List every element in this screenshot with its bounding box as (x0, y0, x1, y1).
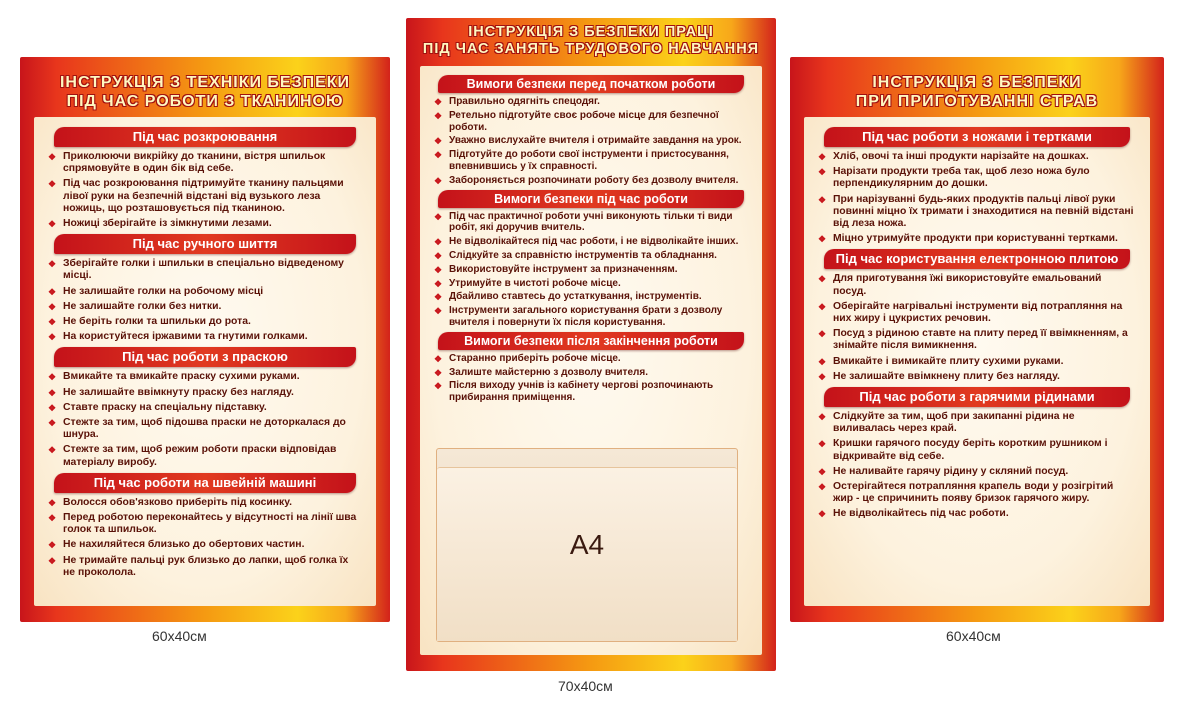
instruction-text: Старанно приберіть робоче місце. (449, 352, 621, 364)
bullet-diamond-icon: ❖ (434, 278, 443, 289)
instruction-text: Зберігайте голки і шпильки в спеціально відведеному місці. (63, 258, 344, 282)
instruction-item (432, 110, 748, 134)
section-heading: Вимоги безпеки після закінчення роботи (438, 332, 744, 350)
instruction-text: Волосся обов'язково приберіть під косинку. (63, 496, 292, 508)
instruction-item (432, 367, 748, 379)
board-content (34, 117, 376, 606)
instruction-item (46, 539, 362, 551)
bullet-diamond-icon: ❖ (434, 110, 443, 121)
board-title (790, 73, 1164, 111)
a4-label: А4 (569, 529, 605, 560)
bullet-diamond-icon: ❖ (818, 439, 827, 450)
board-panel (34, 117, 376, 606)
section-heading: Під час роботи з ножами і тертками (824, 127, 1130, 147)
bullet-diamond-icon: ❖ (48, 540, 57, 551)
bullet-diamond-icon: ❖ (818, 274, 827, 285)
bullet-diamond-icon: ❖ (818, 371, 827, 382)
instruction-item (46, 444, 362, 468)
section-heading: Під час користування електронною плитою (824, 249, 1130, 269)
bullet-diamond-icon: ❖ (48, 418, 57, 429)
instruction-text: Правильно одягніть спецодяг. (449, 96, 600, 107)
instruction-text: При нарізуванні будь-яких продуктів пальці лівої руки повинні міцно їх тримати і знаходитися на певній відстані від леза ножа. (833, 193, 1134, 230)
instruction-list (432, 353, 756, 404)
board-title-line: ПІД ЧАС ЗАНЯТЬ ТРУДОВОГО НАВЧАННЯ (422, 41, 760, 57)
instruction-text: Утримуйте в чистоті робоче місце. (449, 277, 621, 289)
size-label: 60x40см (152, 628, 207, 644)
instruction-text: Нарізати продукти треба так, щоб лезо ножа було перпендикулярним до дошки. (833, 166, 1090, 190)
instruction-text: Приколюючи викрійку до тканини, вістря шпильок спрямовуйте в один бік від себе. (63, 151, 326, 175)
instruction-list (46, 371, 370, 468)
board-title-line: ІНСТРУКЦІЯ З БЕЗПЕКИ (872, 74, 1082, 91)
bullet-diamond-icon: ❖ (434, 237, 443, 248)
size-label: 70x40см (558, 678, 613, 694)
bullet-diamond-icon: ❖ (48, 445, 57, 456)
instruction-item (816, 481, 1136, 505)
bullet-diamond-icon: ❖ (818, 466, 827, 477)
bullet-diamond-icon: ❖ (48, 219, 57, 230)
instruction-item (816, 151, 1136, 163)
instruction-text: Стежте за тим, щоб підошва праски не доторкалася до шнура. (63, 417, 346, 441)
bullet-diamond-icon: ❖ (48, 555, 57, 566)
instruction-text: Хліб, овочі та інші продукти нарізайте на дошках. (833, 151, 1089, 162)
instruction-text: Під час практичної роботи учні виконують тільки ті види робіт, які доручив вчитель. (449, 210, 733, 234)
instruction-item (432, 305, 748, 329)
instruction-text: Ретельно підготуйте своє робоче місце для безпечної роботи. (449, 109, 719, 133)
instruction-item (46, 555, 362, 579)
instruction-text: Не залишайте голки без нитки. (63, 300, 222, 312)
bullet-diamond-icon: ❖ (48, 317, 57, 328)
instruction-item (816, 371, 1136, 383)
instruction-item (432, 278, 748, 290)
instruction-text: Вмикайте та вмикайте праску сухими руками. (63, 371, 300, 383)
instruction-item (816, 356, 1136, 368)
instruction-list (46, 497, 370, 579)
instruction-item (816, 411, 1136, 435)
instruction-list (432, 211, 756, 329)
instruction-text: Після виходу учнів із кабінету чергові розпочинають прибирання приміщення. (449, 380, 714, 404)
bullet-diamond-icon: ❖ (434, 97, 443, 107)
instruction-text: Під час розкроювання підтримуйте тканину пальцями лівої руки на безпечній відстані від вузького леза ножиць, що розташовується під тканиною. (63, 178, 344, 214)
section-heading: Під час роботи з гарячими рідинами (824, 387, 1130, 407)
instruction-text: Використовуйте інструмент за призначенням. (449, 263, 678, 275)
instruction-item (816, 328, 1136, 352)
instruction-text: Не залишайте ввімкнену плиту без нагляду. (833, 370, 1060, 382)
instruction-item (816, 233, 1136, 245)
instruction-list (816, 151, 1144, 245)
instruction-text: Ставте праску на спеціальну підставку. (63, 401, 267, 413)
board-title-line: ПРИ ПРИГОТУВАННІ СТРАВ (855, 93, 1099, 110)
bullet-diamond-icon: ❖ (48, 332, 57, 343)
board-content (804, 117, 1150, 606)
bullet-diamond-icon: ❖ (48, 301, 57, 312)
instruction-text: Дбайливо ставтесь до устаткування, інструментів. (449, 291, 702, 303)
section-heading: Вимоги безпеки перед початком роботи (438, 75, 744, 93)
bullet-diamond-icon: ❖ (48, 402, 57, 413)
bullet-diamond-icon: ❖ (818, 482, 827, 493)
bullet-diamond-icon: ❖ (818, 329, 827, 340)
bullet-diamond-icon: ❖ (818, 234, 827, 245)
section-heading: Під час роботи з праскою (54, 347, 356, 367)
instruction-item (46, 512, 362, 536)
section-heading: Під час розкроювання (54, 127, 356, 147)
bullet-diamond-icon: ❖ (48, 513, 57, 524)
instruction-text: Підготуйте до роботи свої інструменти і пристосування, впевнившись у їх справності. (449, 149, 729, 172)
instruction-item (46, 316, 362, 328)
instruction-item (432, 291, 748, 303)
instruction-text: Посуд з рідиною ставте на плиту перед її ввімкненням, а знімайте після вимикнення. (833, 328, 1128, 352)
instruction-text: Не залишайте голки на робочому місці (63, 285, 264, 297)
bullet-diamond-icon: ❖ (434, 175, 443, 186)
board-title (20, 73, 390, 111)
bullet-diamond-icon: ❖ (818, 356, 827, 367)
instruction-item (46, 387, 362, 399)
instruction-item (432, 264, 748, 276)
bullet-diamond-icon: ❖ (818, 301, 827, 312)
instruction-list (816, 411, 1144, 521)
safety-board-fabric (20, 57, 390, 622)
bullet-diamond-icon: ❖ (434, 264, 443, 275)
board-title-line: ПІД ЧАС РОБОТИ З ТКАНИНОЮ (66, 93, 344, 110)
instruction-text: Інструменти загального користування брати з дозволу вчителя і повернути їх після користування. (449, 305, 723, 328)
instruction-item (46, 258, 362, 282)
bullet-diamond-icon: ❖ (434, 381, 443, 392)
instruction-item (816, 273, 1136, 297)
instruction-item (432, 96, 748, 108)
instruction-text: Не нахиляйтеся близько до обертових частин. (63, 539, 305, 551)
instruction-item (432, 236, 748, 248)
bullet-diamond-icon: ❖ (818, 194, 827, 205)
instruction-item (46, 331, 362, 343)
bullet-diamond-icon: ❖ (434, 136, 443, 147)
instruction-item (46, 371, 362, 383)
instruction-text: Не залишайте ввімкнуту праску без нагляду. (63, 386, 294, 398)
instruction-text: Забороняється розпочинати роботу без дозволу вчителя. (449, 174, 739, 186)
instruction-item (816, 166, 1136, 190)
bullet-diamond-icon: ❖ (818, 412, 827, 423)
instruction-text: На користуйтеся іржавими та гнутими голками. (63, 331, 308, 343)
instruction-item (432, 149, 748, 173)
board-title-line: ІНСТРУКЦІЯ З ТЕХНІКИ БЕЗПЕКИ (59, 74, 351, 91)
bullet-diamond-icon: ❖ (48, 372, 57, 383)
section-heading: Під час ручного шиття (54, 234, 356, 254)
bullet-diamond-icon: ❖ (818, 152, 827, 162)
bullet-diamond-icon: ❖ (48, 179, 57, 190)
instruction-text: Стежте за тим, щоб режим роботи праски відповідав матеріалу виробу. (63, 444, 337, 468)
instruction-list (46, 258, 370, 343)
safety-board-labor (406, 18, 776, 671)
size-label: 60x40см (946, 628, 1001, 644)
instruction-list (816, 273, 1144, 383)
instruction-item (46, 497, 362, 509)
instruction-item (816, 438, 1136, 462)
instruction-text: Вмикайте і вимикайте плиту сухими руками. (833, 355, 1064, 367)
bullet-diamond-icon: ❖ (818, 167, 827, 178)
board-title-line: ІНСТРУКЦІЯ З БЕЗПЕКИ ПРАЦІ (468, 24, 714, 40)
instruction-item (816, 194, 1136, 231)
instruction-text: Не відволікайтеся під час роботи, і не відволікайте інших. (449, 236, 739, 248)
instruction-item (46, 151, 362, 175)
instruction-text: Не беріть голки та шпильки до рота. (63, 316, 251, 328)
board-title (406, 24, 776, 58)
bullet-diamond-icon: ❖ (48, 259, 57, 270)
bullet-diamond-icon: ❖ (434, 306, 443, 317)
instruction-item (46, 178, 362, 215)
bullet-diamond-icon: ❖ (48, 152, 57, 162)
instruction-item (432, 135, 748, 147)
instruction-text: Кришки гарячого посуду беріть коротким рушником і відкривайте від себе. (833, 438, 1108, 462)
instruction-text: Уважно вислухайте вчителя і отримайте завдання на урок. (449, 135, 742, 147)
instruction-item (816, 466, 1136, 478)
instruction-text: Не тримайте пальці рук близько до лапки, щоб голка їх не проколола. (63, 554, 349, 578)
instruction-list (432, 96, 756, 187)
instruction-item (816, 508, 1136, 520)
instruction-text: Не наливайте гарячу рідину у скляний посуд. (833, 465, 1069, 477)
instruction-text: Міцно утримуйте продукти при користуванні тертками. (833, 233, 1118, 245)
bullet-diamond-icon: ❖ (434, 367, 443, 378)
instruction-text: Слідкуйте за справністю інструментів та обладнання. (449, 249, 717, 261)
bullet-diamond-icon: ❖ (434, 292, 443, 303)
instruction-text: Остерігайтеся потрапляння крапель води у розігрітий жир - це спричинить появу бризок гарячого жиру. (833, 481, 1114, 505)
instruction-item (432, 175, 748, 187)
instruction-text: Залиште майстерню з дозволу вчителя. (449, 366, 648, 378)
bullet-diamond-icon: ❖ (434, 211, 443, 222)
instruction-text: Оберігайте нагрівальні інструменти від потрапляння на них жиру і цукристих речовин. (833, 300, 1123, 325)
instruction-item (816, 301, 1136, 325)
section-heading: Вимоги безпеки під час роботи (438, 190, 744, 208)
bullet-diamond-icon: ❖ (48, 387, 57, 398)
instruction-item (432, 353, 748, 365)
bullet-diamond-icon: ❖ (434, 250, 443, 261)
bullet-diamond-icon: ❖ (434, 353, 443, 364)
instruction-text: Слідкуйте за тим, щоб при закипанні рідина не виливалась через край. (833, 411, 1075, 435)
instruction-item (432, 211, 748, 235)
instruction-item (46, 218, 362, 230)
instruction-item (46, 417, 362, 441)
a4-pocket (436, 448, 738, 642)
instruction-text: Перед роботою переконайтесь у відсутності на лінії шва голок та шпильок. (63, 512, 357, 536)
instruction-text: Не відволікайтесь під час роботи. (833, 508, 1009, 520)
bullet-diamond-icon: ❖ (818, 509, 827, 520)
safety-board-cooking (790, 57, 1164, 622)
bullet-diamond-icon: ❖ (434, 150, 443, 161)
instruction-text: Ножиці зберігайте із зімкнутими лезами. (63, 218, 272, 230)
instruction-list (46, 151, 370, 230)
instruction-item (46, 286, 362, 298)
board-panel (804, 117, 1150, 606)
instruction-item (46, 301, 362, 313)
instruction-item (432, 250, 748, 262)
instruction-text: Для приготування їжі використовуйте емальований посуд. (833, 273, 1102, 297)
instruction-item (432, 380, 748, 404)
bullet-diamond-icon: ❖ (48, 497, 57, 508)
instruction-item (46, 402, 362, 414)
section-heading: Під час роботи на швейній машині (54, 473, 356, 493)
bullet-diamond-icon: ❖ (48, 286, 57, 297)
